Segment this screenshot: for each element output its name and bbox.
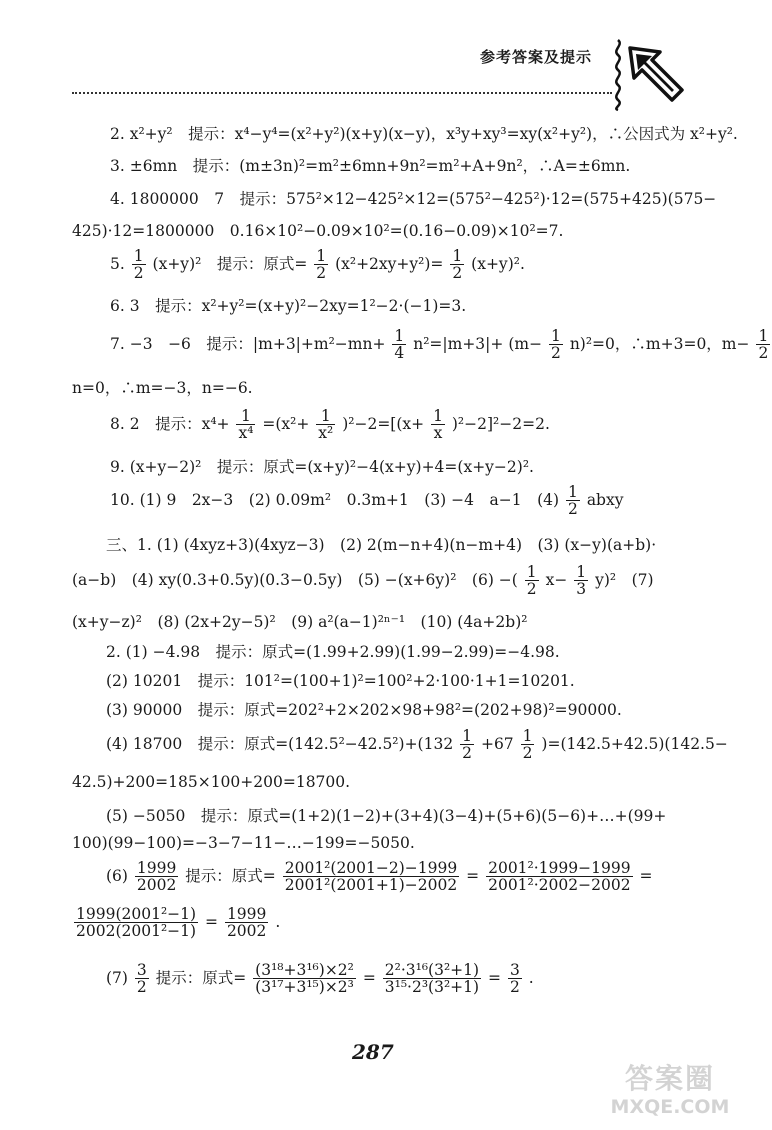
fraction	[525, 564, 539, 598]
fraction-denominator: 2	[452, 264, 463, 283]
answer-line	[72, 906, 280, 940]
text-fragment: 10. (1) 9 2x−3 (2) 0.09m² 0.3m+1 (3) −4 a−1 (4)	[110, 490, 560, 509]
fraction-numerator: 1	[522, 727, 533, 745]
text-fragment: =	[205, 912, 218, 931]
answer-line	[110, 484, 623, 518]
text-fragment: n²=|m+3|+	[413, 334, 504, 353]
fraction-denominator: 2	[522, 744, 533, 763]
text-fragment: 5.	[110, 254, 130, 273]
text-fragment: +67	[480, 734, 514, 753]
fraction-denominator: 2002	[226, 922, 267, 941]
answer-line: 3. ±6mn 提示：(m±3n)²=m²±6mn+9n²=m²+A+9n²，∴A=±6mn.	[110, 157, 631, 175]
fraction	[392, 328, 406, 362]
text-fragment: 提示：原式=	[185, 866, 276, 885]
fraction-denominator: 2	[551, 344, 561, 363]
fraction-denominator: 2	[133, 264, 144, 283]
text-fragment: )=(142.5+42.5)(142.5−	[541, 734, 728, 753]
fraction-denominator: 2002	[136, 876, 177, 895]
fraction-numerator: 1	[316, 247, 327, 265]
fraction-denominator: 2	[509, 978, 520, 997]
answer-line	[110, 248, 525, 282]
fraction-numerator: 1	[758, 327, 769, 345]
answer-line	[106, 728, 728, 762]
fraction-denominator: 2	[136, 978, 147, 997]
text-fragment: (x²+2xy+y²)=	[335, 254, 444, 273]
fraction-numerator: 3	[509, 961, 520, 979]
fraction	[508, 962, 522, 996]
fraction	[383, 962, 481, 996]
wavy-line-icon	[612, 40, 624, 110]
fraction	[135, 860, 178, 894]
text-fragment: 提示：原式=	[155, 968, 247, 987]
fraction	[236, 408, 255, 442]
text-fragment: (x+y)² 提示：原式=	[152, 254, 308, 273]
answer-line: 6. 3 提示：x²+y²=(x+y)²−2xy=1²−2·(−1)=3.	[110, 297, 467, 315]
text-fragment: =(x²+	[262, 414, 310, 433]
answer-line: (5) −5050 提示：原式=(1+2)(1−2)+(3+4)(3−4)+(5+6)(5−6)+…+(99+	[106, 807, 667, 825]
fraction-denominator: 2	[568, 500, 578, 519]
fraction-denominator: x²	[318, 424, 334, 443]
fraction	[316, 408, 335, 442]
fraction-numerator: 1999	[226, 905, 267, 923]
fraction	[566, 484, 580, 518]
fraction	[135, 962, 149, 996]
fraction-numerator: 1	[568, 483, 578, 501]
text-fragment: =	[466, 866, 480, 885]
fraction	[486, 860, 632, 894]
fraction	[756, 328, 770, 362]
watermark-logo	[596, 1062, 744, 1124]
fraction-numerator: 2001²·1999−1999	[488, 859, 631, 877]
fraction	[132, 248, 146, 282]
fraction	[314, 248, 328, 282]
fraction	[574, 564, 588, 598]
text-fragment: n)	[569, 334, 586, 353]
fraction-numerator: 1999	[136, 859, 177, 877]
fraction-numerator: 1	[433, 407, 443, 425]
answer-line	[106, 860, 653, 894]
answer-line: 425)·12=1800000 0.16×10²−0.09×10²=(0.16−0.09)×10²=7.	[72, 222, 564, 240]
answer-line	[110, 408, 550, 442]
text-fragment: ²=0，∴m+3=0，m−	[585, 334, 750, 353]
fraction-denominator: x	[433, 424, 443, 443]
answer-line: 42.5)+200=185×100+200=18700.	[72, 773, 351, 791]
text-fragment: (x+y)².	[471, 254, 525, 273]
answer-line: 2. (1) −4.98 提示：原式=(1.99+2.99)(1.99−2.99)=−4.98.	[106, 643, 560, 661]
fraction	[450, 248, 464, 282]
watermark-url: MXQE.COM	[610, 1096, 730, 1118]
answer-line: 9. (x+y−2)² 提示：原式=(x+y)²−4(x+y)+4=(x+y−2)².	[110, 458, 534, 476]
fraction-numerator: 1	[394, 327, 405, 345]
arrow-pointer-icon	[626, 44, 686, 104]
fraction-denominator: 4	[394, 344, 405, 363]
answer-line	[72, 564, 654, 598]
fraction	[225, 906, 268, 940]
text-fragment: =	[362, 968, 376, 987]
fraction-numerator: 1	[236, 408, 255, 425]
fraction-denominator: 2	[758, 344, 769, 363]
header-title: 参考答案及提示	[480, 48, 593, 66]
fraction	[74, 906, 198, 940]
answer-line: 三、1. (1) (4xyz+3)(4xyz−3) (2) 2(m−n+4)(n−m+4) (3) (x−y)(a+b)·	[106, 536, 657, 554]
fraction	[460, 728, 474, 762]
fraction-denominator: 2	[316, 264, 327, 283]
fraction	[253, 962, 356, 996]
fraction	[549, 328, 563, 362]
answer-line: 2. x²+y² 提示：x⁴−y⁴=(x²+y²)(x+y)(x−y)，x³y+xy³=xy(x²+y²)，∴公因式为 x²+y².	[110, 125, 738, 143]
text-fragment: .	[528, 968, 534, 987]
fraction-numerator: 1	[316, 408, 335, 425]
page-number: 287	[352, 1040, 394, 1064]
answer-line: (3) 90000 提示：原式=202²+2×202×98+98²=(202+98)²=90000.	[106, 701, 622, 719]
fraction-denominator: 2	[526, 580, 537, 599]
fraction-numerator: 1	[551, 327, 561, 345]
text-fragment: 8. 2 提示：x⁴+	[110, 414, 230, 433]
fraction-numerator: (3¹⁸+3¹⁶)×2²	[255, 961, 354, 979]
fraction-denominator: 3¹⁵·2³(3²+1)	[384, 978, 480, 997]
fraction	[283, 860, 459, 894]
text-fragment: (4) 18700 提示：原式=(142.5²−42.5²)+(132	[106, 734, 454, 753]
fraction-numerator: 1	[576, 563, 587, 581]
fraction-denominator: 2001²(2001+1)−2002	[284, 876, 458, 895]
answer-line: (2) 10201 提示：101²=(100+1)²=100²+2·100·1+1=10201.	[106, 672, 575, 690]
answer-line: 100)(99−100)=−3−7−11−…−199=−5050.	[72, 834, 415, 852]
fraction-numerator: 2001²(2001−2)−1999	[284, 859, 458, 877]
text-fragment: )²−2=[(x+	[342, 414, 425, 433]
fraction-numerator: 1	[462, 727, 473, 745]
answer-line: n=0，∴m=−3，n=−6.	[72, 379, 253, 397]
text-fragment: (6)	[106, 866, 128, 885]
fraction-numerator: 3	[136, 961, 147, 979]
fraction-denominator: 2002(2001²−1)	[76, 922, 197, 941]
fraction-denominator: (3¹⁷+3¹⁵)×2³	[255, 978, 354, 997]
text-fragment: (7)	[106, 968, 128, 987]
answer-line	[110, 328, 772, 362]
text-fragment: y)² (7)	[595, 570, 654, 589]
fraction-denominator: 2001²·2002−2002	[488, 876, 631, 895]
fraction	[521, 728, 535, 762]
answer-line	[106, 962, 534, 996]
header-dotted-rule	[72, 92, 612, 94]
text-fragment: (m−	[508, 334, 543, 353]
fraction	[431, 408, 445, 442]
text-fragment: (a−b) (4) xy(0.3+0.5y)(0.3−0.5y) (5) −(x+6y)² (6) −(	[72, 570, 518, 589]
text-fragment: abxy	[586, 490, 624, 509]
text-fragment: )²−2]²−2=2.	[451, 414, 550, 433]
text-fragment: x−	[545, 570, 568, 589]
fraction-numerator: 1	[526, 563, 537, 581]
fraction-numerator: 1	[133, 247, 144, 265]
answer-line: (x+y−z)² (8) (2x+2y−5)² (9) a²(a−1)²ⁿ⁻¹ (10) (4a+2b)²	[72, 613, 528, 631]
fraction-numerator: 1999(2001²−1)	[76, 905, 197, 923]
answer-line: 4. 1800000 7 提示：575²×12−425²×12=(575²−425²)·12=(575+425)(575−	[110, 190, 717, 208]
fraction-numerator: 2²·3¹⁶(3²+1)	[384, 961, 480, 979]
text-fragment: =	[488, 968, 502, 987]
fraction-denominator: 3	[576, 580, 587, 599]
text-fragment: .	[275, 912, 281, 931]
fraction-numerator: 1	[452, 247, 463, 265]
text-fragment: =	[639, 866, 653, 885]
text-fragment: 7. −3 −6 提示：|m+3|+m²−mn+	[110, 334, 386, 353]
fraction-denominator: x⁴	[238, 424, 254, 443]
watermark-logo-text: 答案圈	[624, 1062, 715, 1095]
fraction-denominator: 2	[462, 744, 473, 763]
